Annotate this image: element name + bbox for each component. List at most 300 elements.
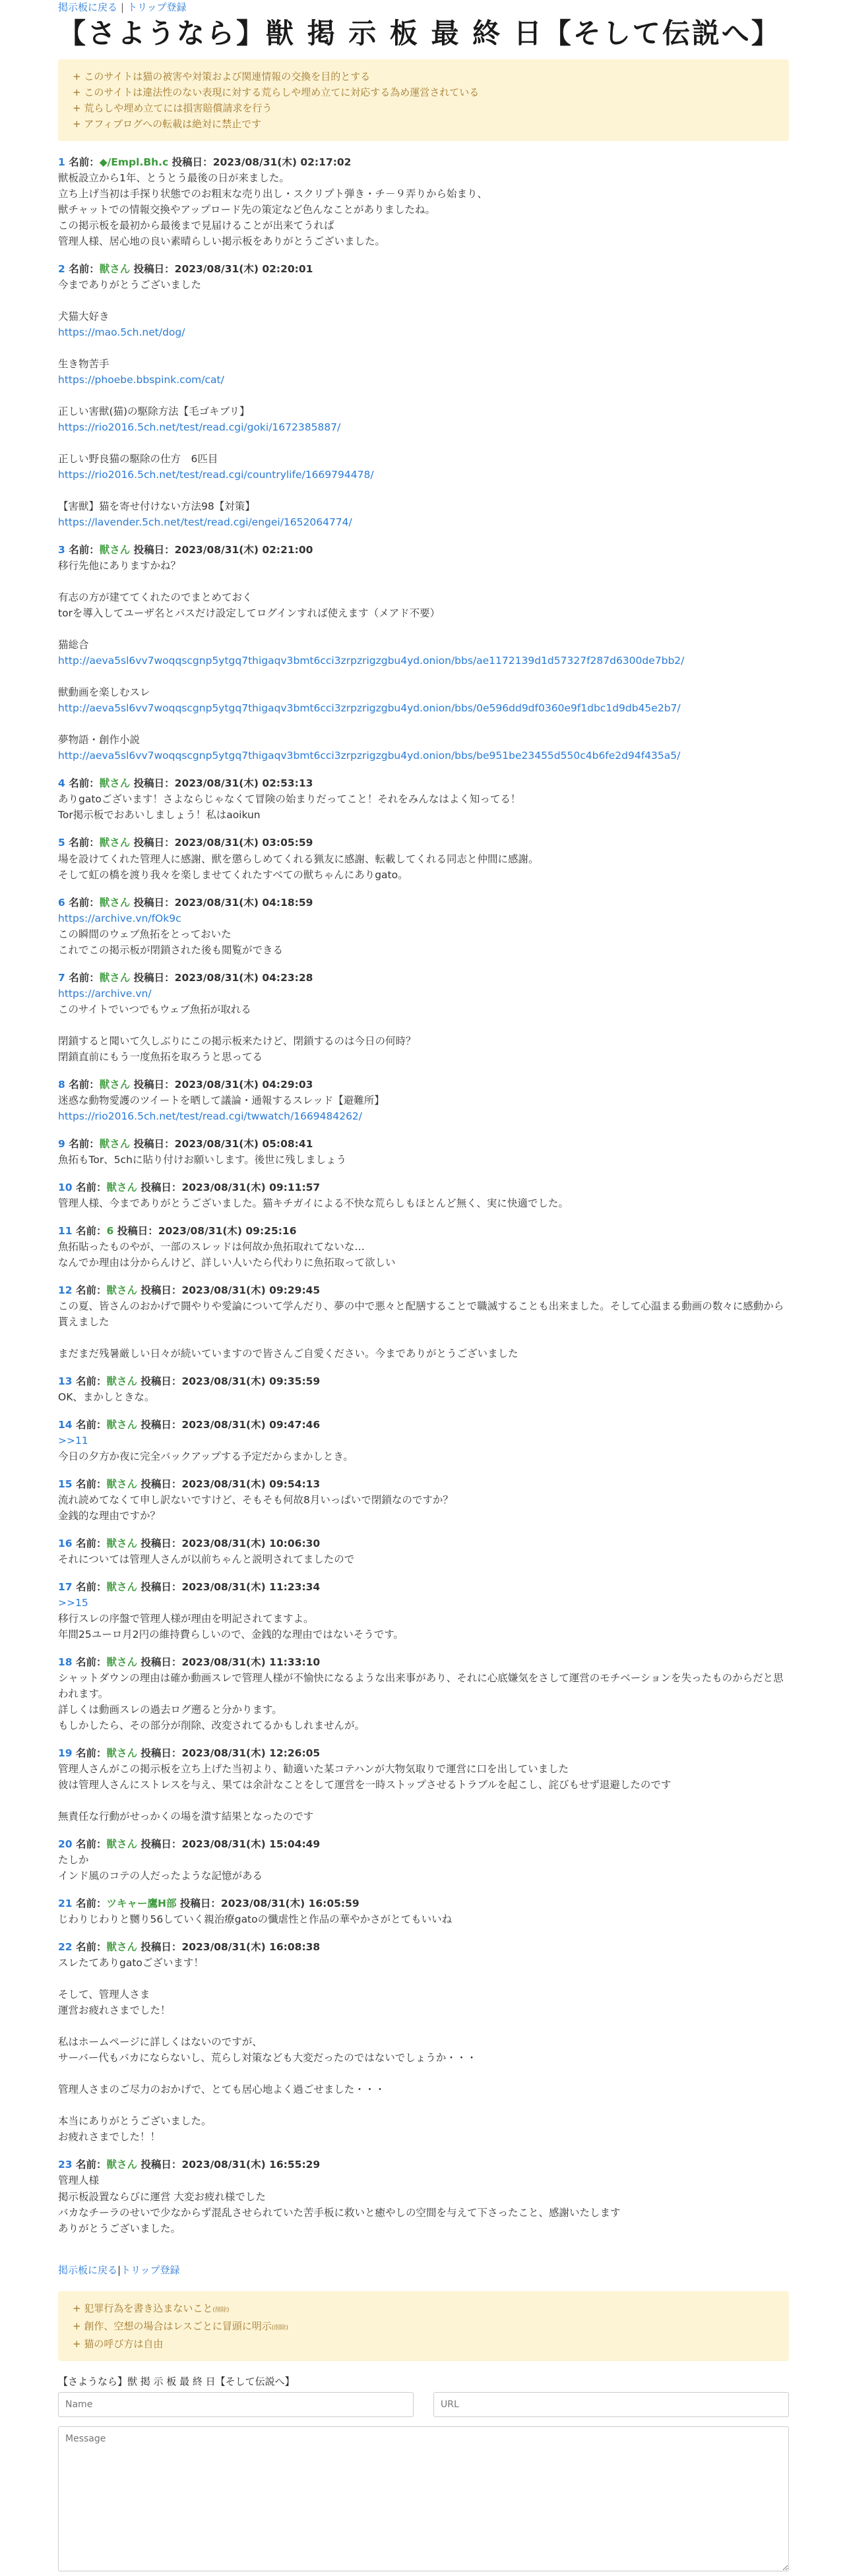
post-list — [58, 154, 789, 2236]
post-line — [58, 483, 789, 498]
post-line — [58, 716, 789, 732]
nav-separator: | — [121, 1, 125, 13]
poster-name: 獣さん — [106, 1941, 138, 1954]
post — [58, 261, 789, 530]
post-line: 場を設けてくれた管理人に感謝、獣を懲らしめてくれる猟友に感謝、転載してくれる同志と仲間に感謝。 — [58, 853, 539, 865]
name-label: 名前： — [75, 1838, 107, 1851]
name-label: 名前： — [75, 1375, 107, 1387]
post — [58, 895, 789, 958]
post-header — [58, 895, 789, 911]
post-line: 私はホームページに詳しくはないのですが、 — [58, 2036, 263, 2049]
post-link[interactable]: https://rio2016.5ch.net/test/read.cgi/goki/1672385887/ — [58, 421, 341, 434]
post-link[interactable]: https://lavender.5ch.net/test/read.cgi/engei/1652064774/ — [58, 516, 352, 529]
post-link[interactable]: >>15 — [58, 1597, 88, 1609]
post-number[interactable]: 23 — [58, 2159, 73, 2171]
post-body — [58, 1551, 789, 1567]
name-label: 名前： — [69, 544, 100, 556]
post — [58, 835, 789, 882]
post-body — [58, 1239, 789, 1271]
post — [58, 1136, 789, 1168]
post-line: バカなチーラのせいで少なからず混乱させられていた苦手板に救いと癒やしの空間を与えて下さったこと、感謝いたします — [58, 2206, 621, 2219]
post-line: シャットダウンの理由は確か動画スレで管理人様が不愉快になるような出来事があり、それに心底嫌気をさして運営のモチベーションを失ったものからだと思われます。 — [58, 1672, 784, 1700]
post-line: torを導入してユーザ名とパスだけ設定してログインすれば使えます（メアド不要） — [58, 607, 441, 620]
post-line: この瞬間のウェブ魚拓をとっておいた — [58, 928, 232, 940]
post-header — [58, 2157, 789, 2172]
post-body — [58, 1492, 789, 1524]
post-line: これでこの掲示板が閉鎖された後も閲覧ができる — [58, 944, 284, 956]
name-label: 名前： — [69, 971, 100, 984]
post-date: 2023/08/31(木) 04:18:59 — [174, 896, 313, 909]
post-link[interactable]: https://rio2016.5ch.net/test/read.cgi/twwatch/1669484262/ — [58, 1110, 363, 1122]
posting-rule-item — [73, 2318, 776, 2336]
post-line — [58, 435, 789, 451]
post-line: 掲示板設置ならびに運営 大変お疲れ様でした — [58, 2190, 266, 2203]
poster-name: 獣さん — [106, 1181, 138, 1193]
post-body — [58, 558, 789, 764]
post-line: 金銭的な理由ですか？ — [58, 1510, 161, 1522]
post-date: 2023/08/31(木) 16:08:38 — [181, 1941, 321, 1954]
post-header — [58, 1896, 789, 1911]
form-row — [58, 2392, 789, 2417]
post-date: 2023/08/31(木) 15:04:49 — [181, 1838, 321, 1851]
back-to-board-link[interactable]: 掲示板に戻る — [58, 1, 118, 13]
post-link[interactable]: >>11 — [58, 1434, 88, 1447]
post-date: 2023/08/31(木) 09:11:57 — [181, 1181, 321, 1193]
post — [58, 775, 789, 823]
post-line — [58, 1793, 789, 1809]
name-label: 名前： — [75, 1418, 107, 1431]
post-line: 魚拓貼ったものやが、一部のスレッドは何故か魚拓取れてないな… — [58, 1240, 365, 1253]
post-line: なんでか理由は分からんけど、詳しい人いたら代わりに魚拓取って欲しい — [58, 1256, 396, 1269]
post-header — [58, 1373, 789, 1389]
post-date: 2023/08/31(木) 02:53:13 — [174, 777, 313, 790]
post-number[interactable]: 7 — [58, 971, 65, 984]
rule-item: + このサイトは違法性のない表現に対する荒らしや埋め立てに対応する為め運営されている — [73, 84, 776, 100]
post — [58, 154, 789, 249]
post-line: そして虹の橋を渡り我々を楽しませてくれたすべての獣ちゃんにありgato。 — [58, 868, 408, 881]
post-body — [58, 1195, 789, 1211]
post-number[interactable]: 9 — [58, 1137, 65, 1150]
post — [58, 1077, 789, 1124]
post-header — [58, 1282, 789, 1298]
name-label: 名前： — [75, 2159, 107, 2171]
post-body — [58, 1955, 789, 2145]
date-label: 投稿日： — [133, 896, 175, 909]
post-date: 2023/08/31(木) 02:20:01 — [174, 263, 313, 276]
message-textarea[interactable] — [58, 2426, 789, 2571]
post-line: 管理人さんがこの掲示板を立ち上げた当初より、勧適いた某コテハンが大物気取りで運営に口を出していました — [58, 1763, 569, 1776]
post-line: 獣板設立から1年、とうとう最後の日が来ました。 — [58, 172, 290, 185]
post-header — [58, 1417, 789, 1433]
posting-rule-item — [73, 2300, 776, 2318]
post-line — [58, 340, 789, 356]
post-header — [58, 154, 789, 170]
date-label: 投稿日： — [141, 1747, 182, 1760]
date-label: 投稿日： — [141, 1418, 182, 1431]
poster-name: 獣さん — [99, 837, 131, 849]
date-label: 投稿日： — [141, 1656, 182, 1669]
post-header — [58, 835, 789, 851]
post-body — [58, 1852, 789, 1884]
post-date: 2023/08/31(木) 11:33:10 — [181, 1656, 321, 1669]
post-line: そして、管理人さま — [58, 1989, 150, 2001]
name-label: 名前： — [75, 1181, 107, 1193]
back-to-board-link-bottom[interactable]: 掲示板に戻る — [58, 2263, 118, 2276]
post-line — [58, 2018, 789, 2034]
post — [58, 542, 789, 764]
name-label: 名前： — [75, 1224, 107, 1237]
post-header — [58, 1654, 789, 1670]
post-line — [58, 2097, 789, 2113]
post-body — [58, 1093, 789, 1124]
posting-rule-note: (削除) — [271, 2324, 288, 2331]
post-number[interactable]: 12 — [58, 1284, 73, 1296]
rules-notice — [58, 59, 789, 141]
post-line: 獣動画を楽しむスレ — [58, 686, 150, 699]
post-link[interactable]: https://archive.vn/ — [58, 987, 152, 1000]
post-line — [58, 574, 789, 589]
posting-rule-note: (削除) — [212, 2306, 230, 2314]
post-header — [58, 775, 789, 791]
date-label: 投稿日： — [141, 1838, 182, 1851]
post-line — [58, 621, 789, 637]
post-date: 2023/08/31(木) 11:23:34 — [181, 1581, 321, 1594]
name-label: 名前： — [75, 1941, 107, 1954]
post-number[interactable]: 19 — [58, 1747, 73, 1760]
rule-item: + 荒らしや埋め立てには損害賠償請求を行う — [73, 100, 776, 116]
post-header — [58, 261, 789, 277]
poster-name: 獣さん — [99, 263, 131, 276]
name-label: 名前： — [69, 1078, 100, 1091]
post — [58, 1896, 789, 1927]
posting-rule-text: 犯罪行為を書き込まないこと — [84, 2302, 213, 2314]
name-label: 名前： — [69, 263, 100, 276]
post-number[interactable]: 2 — [58, 263, 65, 276]
post-line: 本当にありがとうございました。 — [58, 2115, 212, 2128]
post-line: この夏、皆さんのおかげで闘やりや愛論について学んだり、夢の中で悪々と配膳することで職滅することも出来ました。そして心温まる動画の数々に感動から貰えました — [58, 1300, 784, 1328]
post-header — [58, 1836, 789, 1852]
post-body — [58, 791, 789, 823]
post-line: 有志の方が建ててくれたのでまとめておく — [58, 591, 253, 604]
name-label: 名前： — [69, 777, 100, 790]
date-label: 投稿日： — [133, 971, 175, 984]
post-header — [58, 970, 789, 986]
date-label: 投稿日： — [141, 1375, 182, 1387]
name-label: 名前： — [69, 896, 100, 909]
posting-rule-text: 猫の呼び方は自由 — [84, 2337, 164, 2350]
post-line: 流れ読めてなくて申し訳ないですけど、そもそも何故8月いっぱいで閉鎖なのですか？ — [58, 1493, 453, 1506]
post — [58, 2157, 789, 2236]
poster-name: 獣さん — [106, 1284, 138, 1296]
post-body — [58, 1152, 789, 1168]
post-header — [58, 1745, 789, 1761]
post-header — [58, 1579, 789, 1595]
poster-name: 獣さん — [106, 1747, 138, 1760]
poster-name: 獣さん — [99, 1137, 131, 1150]
post-date: 2023/08/31(木) 05:08:41 — [174, 1137, 313, 1150]
post-line: 詳しくは動画スレの過去ログ遡ると分かります。 — [58, 1704, 282, 1716]
post-date: 2023/08/31(木) 03:05:59 — [174, 837, 313, 849]
post-date: 2023/08/31(木) 09:35:59 — [181, 1375, 321, 1387]
date-label: 投稿日： — [133, 1078, 175, 1091]
post-date: 2023/08/31(木) 10:06:30 — [181, 1538, 321, 1550]
post-line: インド風のコテの人だったような記憶がある — [58, 1870, 263, 1882]
post-number[interactable]: 5 — [58, 837, 65, 849]
name-label: 名前： — [75, 1898, 107, 1910]
post-date: 2023/08/31(木) 12:26:05 — [181, 1747, 321, 1760]
post-line: 彼は管理人さんにストレスを与え、果ては余計なことをして運営を一時ストップさせるトラブルを起こし、詫びもせず退避したのです — [58, 1779, 672, 1791]
post-number[interactable]: 20 — [58, 1838, 73, 1851]
post-link[interactable]: https://rio2016.5ch.net/test/read.cgi/countrylife/1669794478/ — [58, 469, 374, 481]
post-link[interactable]: http://aeva5sl6vv7woqqscgnp5ytgq7thigaqv3bmt6cci3zrpzrigzgbu4yd.onion/bbs/0e596dd9df0360e9f1dbc1d9db45e2b7/ — [58, 702, 681, 715]
name-label: 名前： — [69, 837, 100, 849]
post-line — [58, 1017, 789, 1033]
post-header — [58, 1180, 789, 1195]
rule-item: + アフィブログへの転載は絶対に禁止です — [73, 116, 776, 132]
post-line: じわりじわりと嬲り56していく親治療gatoの懺虐性と作品の華やかさがとてもいいね — [58, 1913, 453, 1926]
poster-name: ◆/Empl.Bh.c — [99, 156, 169, 168]
post-link[interactable]: http://aeva5sl6vv7woqqscgnp5ytgq7thigaqv3bmt6cci3zrpzrigzgbu4yd.onion/bbs/be951be23455d550c4b6fe2d94f435a5/ — [58, 750, 681, 762]
post-body — [58, 1389, 789, 1405]
post-link[interactable]: https://archive.vn/fOk9c — [58, 912, 181, 924]
date-label: 投稿日： — [141, 1181, 182, 1193]
post — [58, 1180, 789, 1211]
post-line: この掲示板を最初から最後まで見届けることが出来てうれぱ — [58, 220, 334, 232]
date-label: 投稿日： — [133, 777, 175, 790]
post — [58, 1282, 789, 1362]
post-line — [58, 669, 789, 684]
date-label: 投稿日： — [141, 1941, 182, 1954]
post-number[interactable]: 16 — [58, 1538, 73, 1550]
post-date: 2023/08/31(木) 04:29:03 — [174, 1078, 313, 1091]
date-label: 投稿日： — [133, 263, 175, 276]
post — [58, 1745, 789, 1824]
trip-register-link[interactable]: トリップ登録 — [127, 1, 187, 13]
poster-name: ツキャー鷹H部 — [106, 1898, 177, 1910]
post-body — [58, 1911, 789, 1927]
post-link[interactable]: https://phoebe.bbspink.com/cat/ — [58, 374, 224, 386]
name-label: 名前： — [75, 1538, 107, 1550]
poster-name: 6 — [106, 1224, 114, 1237]
poster-name: 獣さん — [99, 896, 131, 909]
post-date: 2023/08/31(木) 09:25:16 — [158, 1224, 297, 1237]
post-line: 猫総合 — [58, 639, 89, 651]
post-number[interactable]: 6 — [58, 896, 65, 909]
post-line: 迷惑な動物愛護のツイートを晒して議論・通報するスレッド【避難所】 — [58, 1094, 385, 1106]
poster-name: 獣さん — [106, 2159, 138, 2171]
post-line: 正しい野良猫の駆除の仕方 6匹目 — [58, 453, 218, 465]
posting-rule-item — [73, 2336, 776, 2352]
poster-name: 獣さん — [106, 1418, 138, 1431]
trip-register-link-bottom[interactable]: トリップ登録 — [121, 2263, 180, 2276]
post-line: 閉鎖すると聞いて久しぶりにこの掲示板来たけど、閉鎖するのは今日の何時？ — [58, 1034, 416, 1047]
post-number[interactable]: 11 — [58, 1224, 73, 1237]
post-line: 閉鎖直前にもう一度魚拓を取ろうと思ってる — [58, 1050, 263, 1063]
post-link[interactable]: http://aeva5sl6vv7woqqscgnp5ytgq7thigaqv3bmt6cci3zrpzrigzgbu4yd.onion/bbs/ae1172139d1d57327f287d6300de7bb2/ — [58, 655, 685, 667]
poster-name: 獣さん — [106, 1656, 138, 1669]
date-label: 投稿日： — [141, 1581, 182, 1594]
post-header — [58, 1939, 789, 1955]
nav-separator: | — [117, 2263, 121, 2276]
date-label: 投稿日： — [172, 156, 213, 168]
date-label: 投稿日： — [179, 1898, 221, 1910]
post — [58, 970, 789, 1065]
post-body — [58, 911, 789, 958]
post-line — [58, 388, 789, 404]
post — [58, 1654, 789, 1733]
date-label: 投稿日： — [141, 1284, 182, 1296]
post-line: 移行スレの序盤で管理人様が理由を明記されてますよ。 — [58, 1613, 314, 1625]
post-number[interactable]: 3 — [58, 544, 65, 556]
post-number[interactable]: 8 — [58, 1078, 65, 1091]
poster-name: 獣さん — [106, 1838, 138, 1851]
post-body — [58, 277, 789, 530]
post-line: まだまだ残暑厳しい日々が続いていますので皆さんご自愛ください。今までありがとうございました — [58, 1347, 518, 1360]
post-line: 生き物苦手 — [58, 358, 110, 371]
post-line: スレたてありgatoございます！ — [58, 1957, 204, 1969]
post-header — [58, 1536, 789, 1551]
posting-rules-notice — [58, 2291, 789, 2361]
post-number[interactable]: 22 — [58, 1941, 73, 1954]
post-body — [58, 1670, 789, 1733]
post-line: 管理人様、居心地の良い素晴らしい掲示板をありがとうございました。 — [58, 235, 386, 248]
post — [58, 1536, 789, 1567]
poster-name: 獣さん — [99, 777, 131, 790]
poster-name: 獣さん — [106, 1375, 138, 1387]
name-label: 名前： — [75, 1284, 107, 1296]
post — [58, 1939, 789, 2145]
post-body — [58, 1761, 789, 1824]
post-line — [58, 293, 789, 309]
post-number[interactable]: 1 — [58, 156, 65, 168]
post-line: それについては管理人さんが以前ちゃんと説明されてましたので — [58, 1553, 355, 1566]
poster-name: 獣さん — [99, 971, 131, 984]
post-date: 2023/08/31(木) 16:55:29 — [181, 2159, 321, 2171]
post-number[interactable]: 10 — [58, 1181, 73, 1193]
post-line: 無責任な行動がせっかくの場を潰す結果となったのです — [58, 1811, 314, 1823]
posting-rule-text: 創作、空想の場合はレスごとに冒頭に明示 — [84, 2320, 272, 2332]
post-body — [58, 2172, 789, 2236]
post-line: サーバー代もバカにならないし、荒らし対策なども大変だったのではないでしょうか・・・ — [58, 2052, 477, 2064]
post-header — [58, 1476, 789, 1492]
post-line: Tor掲示板でおあいしましょう！私はaoikun — [58, 809, 261, 822]
post-line: 移行先他にありますかね？ — [58, 560, 181, 572]
post-date: 2023/08/31(木) 02:17:02 — [212, 156, 352, 168]
thread-title: 【さようなら】獣 掲 示 板 最 終 日【そして伝説へ】 — [58, 17, 781, 49]
post-line — [58, 1971, 789, 1987]
name-label: 名前： — [75, 1581, 107, 1594]
rule-item: + このサイトは猫の被害や対策および関連情報の交換を目的とする — [73, 69, 776, 84]
post-header — [58, 1136, 789, 1152]
post-line: 管理人様 — [58, 2174, 100, 2187]
post-date: 2023/08/31(木) 04:23:28 — [174, 971, 313, 984]
date-label: 投稿日： — [141, 1478, 182, 1490]
post-header — [58, 542, 789, 558]
post-line — [58, 2066, 789, 2082]
post-line: 正しい害獣(猫)の駆除方法【毛ゴキブリ】 — [58, 405, 250, 418]
name-label: 名前： — [69, 1137, 100, 1150]
post-line: 運営お疲れさまでした！ — [58, 2004, 171, 2017]
form-thread-title: 【さようなら】獣 掲 示 板 最 終 日【そして伝説へ】 — [58, 2375, 295, 2387]
post-number[interactable]: 15 — [58, 1478, 73, 1490]
post — [58, 1223, 789, 1271]
post — [58, 1579, 789, 1642]
post-line: 管理人様、今までありがとうございました。猫キチガイによる不快な荒らしもほとんど無く、実に快適でした。 — [58, 1197, 569, 1209]
post-number[interactable]: 17 — [58, 1581, 73, 1594]
post-line: 犬猫大好き — [58, 311, 110, 323]
post-number[interactable]: 18 — [58, 1656, 73, 1669]
post-line: ありがとうございました。 — [58, 2222, 181, 2234]
poster-name: 獣さん — [106, 1478, 138, 1490]
post — [58, 1373, 789, 1405]
name-input[interactable] — [58, 2392, 414, 2417]
post-line: 獣チャットでの情報交換やアップロード先の策定など色んなことがありましたね。 — [58, 204, 435, 216]
top-nav — [58, 0, 789, 15]
post-line: OK、まかしときな。 — [58, 1391, 155, 1403]
post-body — [58, 1298, 789, 1362]
date-label: 投稿日： — [141, 1538, 182, 1550]
post-line — [58, 1330, 789, 1346]
date-label: 投稿日： — [141, 2159, 182, 2171]
date-label: 投稿日： — [133, 544, 175, 556]
post-number[interactable]: 21 — [58, 1898, 73, 1910]
name-label: 名前： — [75, 1747, 107, 1760]
post-line: 夢物語・創作小説 — [58, 734, 141, 746]
poster-name: 獣さん — [106, 1581, 138, 1594]
post-body — [58, 1595, 789, 1642]
name-label: 名前： — [75, 1656, 107, 1669]
post-body — [58, 170, 789, 249]
post-header — [58, 1077, 789, 1093]
post-line: たしか — [58, 1854, 89, 1867]
post-line: 年間25ユーロ月2円の維持費らしいので、金銭的な理由ではないそうです。 — [58, 1629, 404, 1641]
post-date: 2023/08/31(木) 02:21:00 — [174, 544, 313, 556]
post — [58, 1476, 789, 1524]
date-label: 投稿日： — [133, 1137, 175, 1150]
poster-name: 獣さん — [99, 1078, 131, 1091]
post-number[interactable]: 14 — [58, 1418, 73, 1431]
post-date: 2023/08/31(木) 09:54:13 — [181, 1478, 321, 1490]
post-body — [58, 1433, 789, 1464]
post-body — [58, 986, 789, 1065]
post-line: 魚拓もTor、5chに貼り付けお願いします。後世に残しましょう — [58, 1153, 347, 1166]
post-header — [58, 1223, 789, 1239]
post-line: 【害獣】猫を寄せ付けない方法98【対策】 — [58, 500, 255, 513]
post-date: 2023/08/31(木) 09:29:45 — [181, 1284, 321, 1296]
post-number[interactable]: 13 — [58, 1375, 73, 1387]
post — [58, 1417, 789, 1464]
poster-name: 獣さん — [99, 544, 131, 556]
bottom-nav — [58, 2263, 789, 2278]
post-number[interactable]: 4 — [58, 777, 65, 790]
post-date: 2023/08/31(木) 16:05:59 — [220, 1898, 360, 1910]
post-line: このサイトでいつでもウェブ魚拓が取れる — [58, 1003, 251, 1015]
date-label: 投稿日： — [133, 837, 175, 849]
date-label: 投稿日： — [117, 1224, 158, 1237]
post-link[interactable]: https://mao.5ch.net/dog/ — [58, 326, 185, 339]
url-input[interactable] — [433, 2392, 789, 2417]
post-line: 今日の夕方か夜に完全バックアップする予定だからまかしとき。 — [58, 1450, 354, 1462]
post — [58, 1836, 789, 1884]
post-body — [58, 851, 789, 883]
name-label: 名前： — [75, 1478, 107, 1490]
post-line: 立ち上げ当初は手探り状態でのお粗末な売り出し・スクリプト弾き・チ－９弄りから始まり、 — [58, 188, 488, 200]
name-label: 名前： — [69, 156, 100, 168]
poster-name: 獣さん — [106, 1538, 138, 1550]
post-line: もしかしたら、その部分が削除、改変されてるかもしれませんが。 — [58, 1720, 365, 1732]
post-line: ありgatoございます！さよならじゃなくて冒険の始まりだってこと！それをみんなはよく知ってる！ — [58, 793, 521, 806]
post-line: お疲れさまでした！！ — [58, 2131, 161, 2143]
